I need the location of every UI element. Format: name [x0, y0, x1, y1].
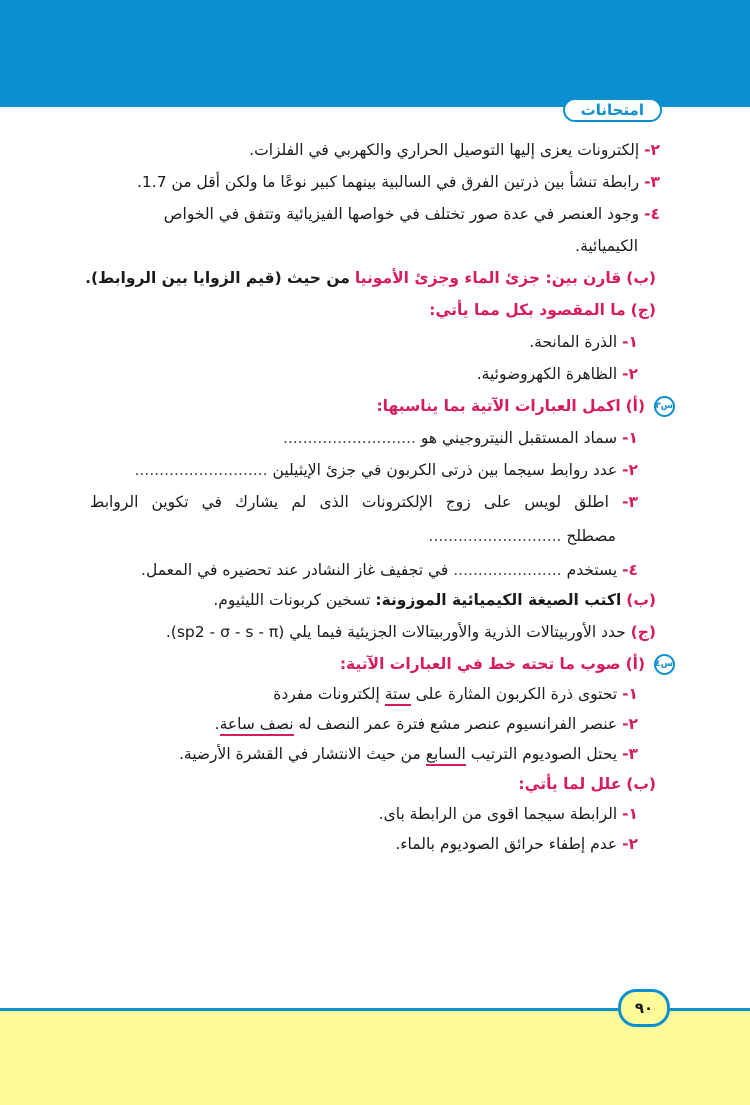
question-4b [518, 774, 656, 794]
question-title: اكتب الصيغة الكيميائية الموزونة: [375, 591, 622, 609]
part-label: (ب) [626, 591, 656, 609]
item-number: ٤- [622, 561, 638, 579]
item-text-post: . [214, 715, 220, 733]
item-number: ٣- [622, 493, 638, 511]
question-text: حدد الأوربيتالات الذرية والأوربيتالات الجزيئية فيما يلي (sp2 - σ - s - π). [165, 623, 626, 641]
item-number: ١- [622, 805, 638, 823]
question-3-header [376, 396, 675, 417]
item-number: ٤- [644, 205, 660, 223]
question-number-badge: س٣ [654, 396, 675, 417]
part-label: (أ) [625, 397, 646, 415]
part-label: (أ) [625, 655, 646, 673]
item-text: الظاهرة الكهروضوئية. [476, 365, 618, 383]
question-title: علل لما يأتي: [518, 775, 622, 793]
question-title: قارن بين: جزئ الماء وجزئ الأمونيا [354, 269, 622, 287]
part-label: (ب) [626, 269, 656, 287]
question-3b [213, 590, 656, 610]
item-number: ٢- [644, 141, 660, 159]
part-label: (ب) [626, 775, 656, 793]
question-text: تسخين كربونات الليثيوم. [213, 591, 371, 609]
question-4-header [340, 654, 675, 675]
item-text: الرابطة سيجما اقوى من الرابطة باى. [378, 805, 618, 823]
item-text-pre: يحتل الصوديوم الترتيب [470, 745, 618, 763]
item-text: اطلق لويس على زوج الإلكترونات الذى لم يشارك في تكوين الروابط [90, 493, 609, 511]
question-text: من حيث (قيم الزوايا بين الروابط). [85, 269, 350, 287]
part-label: (ج) [630, 301, 656, 319]
list-item [477, 364, 638, 384]
item-text: سماد المستقبل النيتروجيني هو [420, 429, 618, 447]
list-item [249, 140, 660, 160]
list-item [215, 714, 638, 734]
item-text-post: من حيث الانتشار في القشرة الأرضية. [178, 745, 421, 763]
item-number: ٢- [622, 461, 638, 479]
item-number: ٢- [622, 715, 638, 733]
section-tag: امتحانات [563, 98, 662, 122]
blank-dots: ........................... [428, 527, 562, 545]
item-text: الذرة المانحة. [529, 333, 618, 351]
item-text-post: في تجفيف غاز النشادر عند تحضيره في المعمل. [141, 561, 449, 579]
item-text: وجود العنصر في عدة صور تختلف في خواصها الفيزيائية وتتفق في الخواص [163, 205, 640, 223]
item-number: ١- [622, 333, 638, 351]
item-number: ٢- [622, 835, 638, 853]
item-text: عدد روابط سيجما بين ذرتى الكربون في جزئ الإيثيلين [272, 461, 618, 479]
list-item [179, 744, 638, 764]
blank-dots: ...................... [453, 561, 562, 579]
underlined-term: ستة [385, 685, 411, 706]
item-number: ٣- [622, 745, 638, 763]
question-b [85, 268, 656, 288]
blank-dots: ........................... [134, 461, 268, 479]
list-item [164, 204, 660, 224]
list-item [90, 492, 638, 512]
question-title: ما المقصود بكل مما يأتي: [429, 301, 626, 319]
underlined-term: السابع [426, 745, 466, 766]
question-title: صوب ما تحته خط في العبارات الآتية: [339, 655, 621, 673]
item-text-pre: تحتوى ذرة الكربون المثارة على [415, 685, 618, 703]
question-c [429, 300, 656, 320]
list-item [137, 172, 660, 192]
list-item [135, 460, 638, 480]
list-item [283, 428, 638, 448]
item-text: إلكترونات يعزى إليها التوصيل الحراري والكهربي في الفلزات. [249, 141, 640, 159]
list-item-continuation [575, 236, 638, 256]
item-number: ١- [622, 685, 638, 703]
list-item [141, 560, 638, 580]
list-item [273, 684, 638, 704]
item-text-pre: عنصر الفرانسيوم عنصر مشع فترة عمر النصف له [298, 715, 618, 733]
list-item [395, 834, 638, 854]
list-item-continuation [428, 526, 616, 546]
question-number-badge: س٤ [654, 654, 675, 675]
page-number: ٩٠ [618, 989, 670, 1027]
list-item [379, 804, 638, 824]
item-text: رابطة تنشأ بين ذرتين الفرق في السالبية بينهما كبير نوعًا ما ولكن أقل من 1.7. [136, 173, 640, 191]
item-number: ١- [622, 429, 638, 447]
item-text-pre: يستخدم [566, 561, 618, 579]
question-3c [166, 622, 656, 642]
part-label: (ج) [630, 623, 656, 641]
question-title: اكمل العبارات الآتية بما يناسبها: [376, 397, 621, 415]
list-item [529, 332, 638, 352]
item-text: عدم إطفاء حرائق الصوديوم بالماء. [395, 835, 618, 853]
item-number: ٢- [622, 365, 638, 383]
blank-dots: ........................... [282, 429, 416, 447]
item-text-post: إلكترونات مفردة [273, 685, 380, 703]
underlined-term: نصف ساعة [220, 715, 294, 736]
item-text: مصطلح [566, 527, 616, 545]
item-number: ٣- [644, 173, 660, 191]
item-text: الكيميائية. [575, 237, 638, 255]
